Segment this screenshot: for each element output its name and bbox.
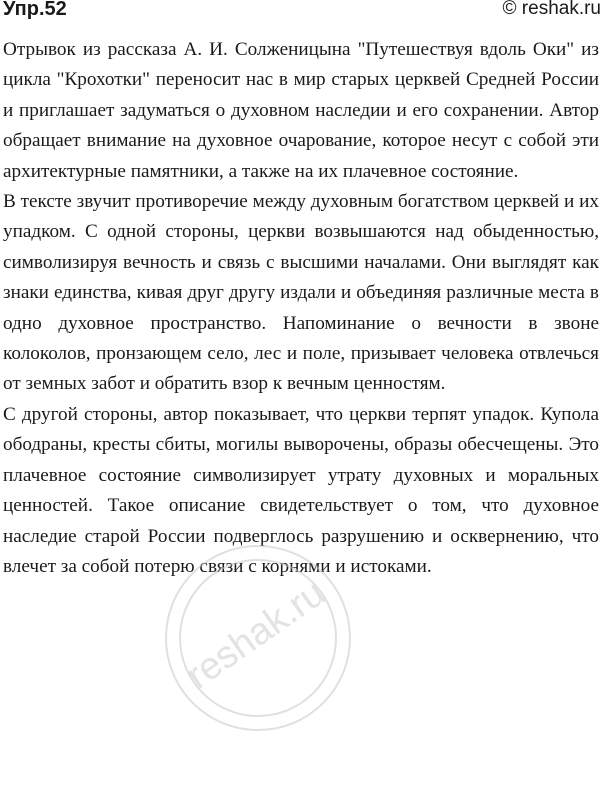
page-header (0, 0, 603, 30)
exercise-title: Упр.52 (3, 0, 67, 20)
paragraph-decline: С другой стороны, автор показывает, что церкви терпят упадок. Купола ободраны, кресты сбиты, могилы выворочены, образы обесчещены. Это плачевное состояние символизирует утрату духовных и моральных ценностей. Такое описание свидетельствует о том, что духовное наследие старой России подверглось разрушению и осквернению, что влечет за собой потерю связи с корнями и истоками. (3, 403, 599, 577)
site-credit: © reshak.ru (502, 0, 601, 19)
document-body (3, 35, 599, 582)
watermark-text: reshak.ru (178, 572, 333, 698)
paragraph-contrast: В тексте звучит противоречие между духовным богатством церквей и их упадком. С одной стороны, церкви возвышаются над обыденностью, символизируя вечность и связь с высшими началами. Они выглядят как знаки единства, кивая друг другу издали и объединяя различные места в одно духовное пространство. Напоминание о вечности в звоне колоколов, пронзающем село, лес и поле, призывает человека отвлечься от земных забот и обратить взор к вечным ценностям. (3, 191, 599, 395)
paragraph-intro: Отрывок из рассказа А. И. Солженицына "Путешествуя вдоль Оки" из цикла "Крохотки" переносит нас в мир старых церквей Средней России и приглашает задуматься о духовном наследии и его сохранении. Автор обращает внимание на духовное очарование, которое несут с собой эти архитектурные памятники, а также на их плачевное состояние. (3, 39, 599, 182)
